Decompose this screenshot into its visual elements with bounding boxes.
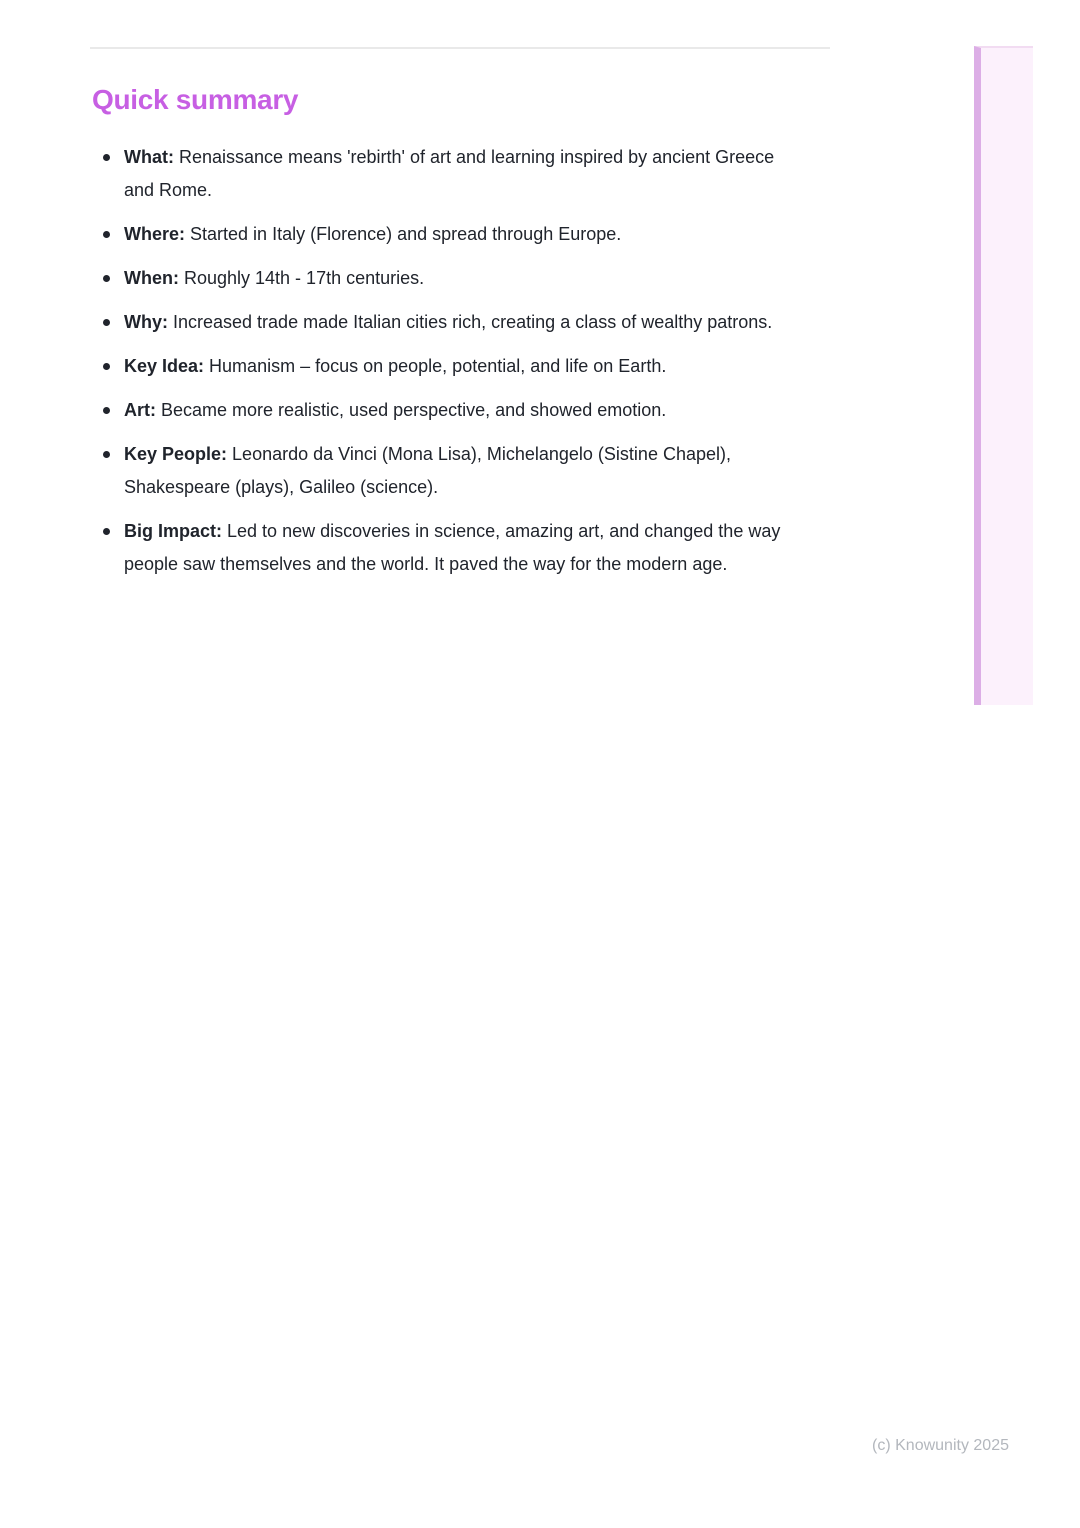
- page-title: Quick summary: [92, 84, 299, 115]
- next-page-edge: [974, 46, 1033, 705]
- list-item: [92, 306, 808, 339]
- bullet-label: Why:: [124, 312, 168, 332]
- bullet-text: Increased trade made Italian cities rich, creating a class of wealthy patrons.: [168, 312, 773, 332]
- top-divider: [90, 47, 830, 49]
- bullet-label: Where:: [124, 224, 186, 244]
- list-item: [92, 350, 808, 383]
- summary-list: [92, 141, 808, 592]
- bullet-text: Led to new discoveries in science, amazing art, and changed the way people saw themselves and the world. It paved the way for the modern age.: [124, 521, 781, 574]
- bullet-text: Started in Italy (Florence) and spread through Europe.: [185, 224, 622, 244]
- copyright-note: (c) Knowunity 2025: [872, 1437, 1009, 1454]
- bullet-label: What:: [124, 147, 174, 167]
- bullet-text: Became more realistic, used perspective, and showed emotion.: [156, 400, 667, 420]
- bullet-label: Key People:: [124, 444, 228, 464]
- bullet-label: When:: [124, 268, 179, 288]
- bullet-text: Renaissance means 'rebirth' of art and learning inspired by ancient Greece and Rome.: [124, 147, 775, 200]
- list-item: [92, 438, 808, 504]
- list-item: [92, 218, 808, 251]
- bullet-label: Key Idea:: [124, 356, 205, 376]
- list-item: [92, 515, 808, 581]
- bullet-text: Humanism – focus on people, potential, and life on Earth.: [204, 356, 667, 376]
- bullet-label: Art:: [124, 400, 156, 420]
- bullet-text: Roughly 14th - 17th centuries.: [178, 268, 425, 288]
- list-item: [92, 262, 808, 295]
- list-item: [92, 141, 808, 207]
- bullet-label: Big Impact:: [124, 521, 223, 541]
- list-item: [92, 394, 808, 427]
- bullet-text: Leonardo da Vinci (Mona Lisa), Michelangelo (Sistine Chapel), Shakespeare (plays), Galileo (science).: [124, 444, 731, 497]
